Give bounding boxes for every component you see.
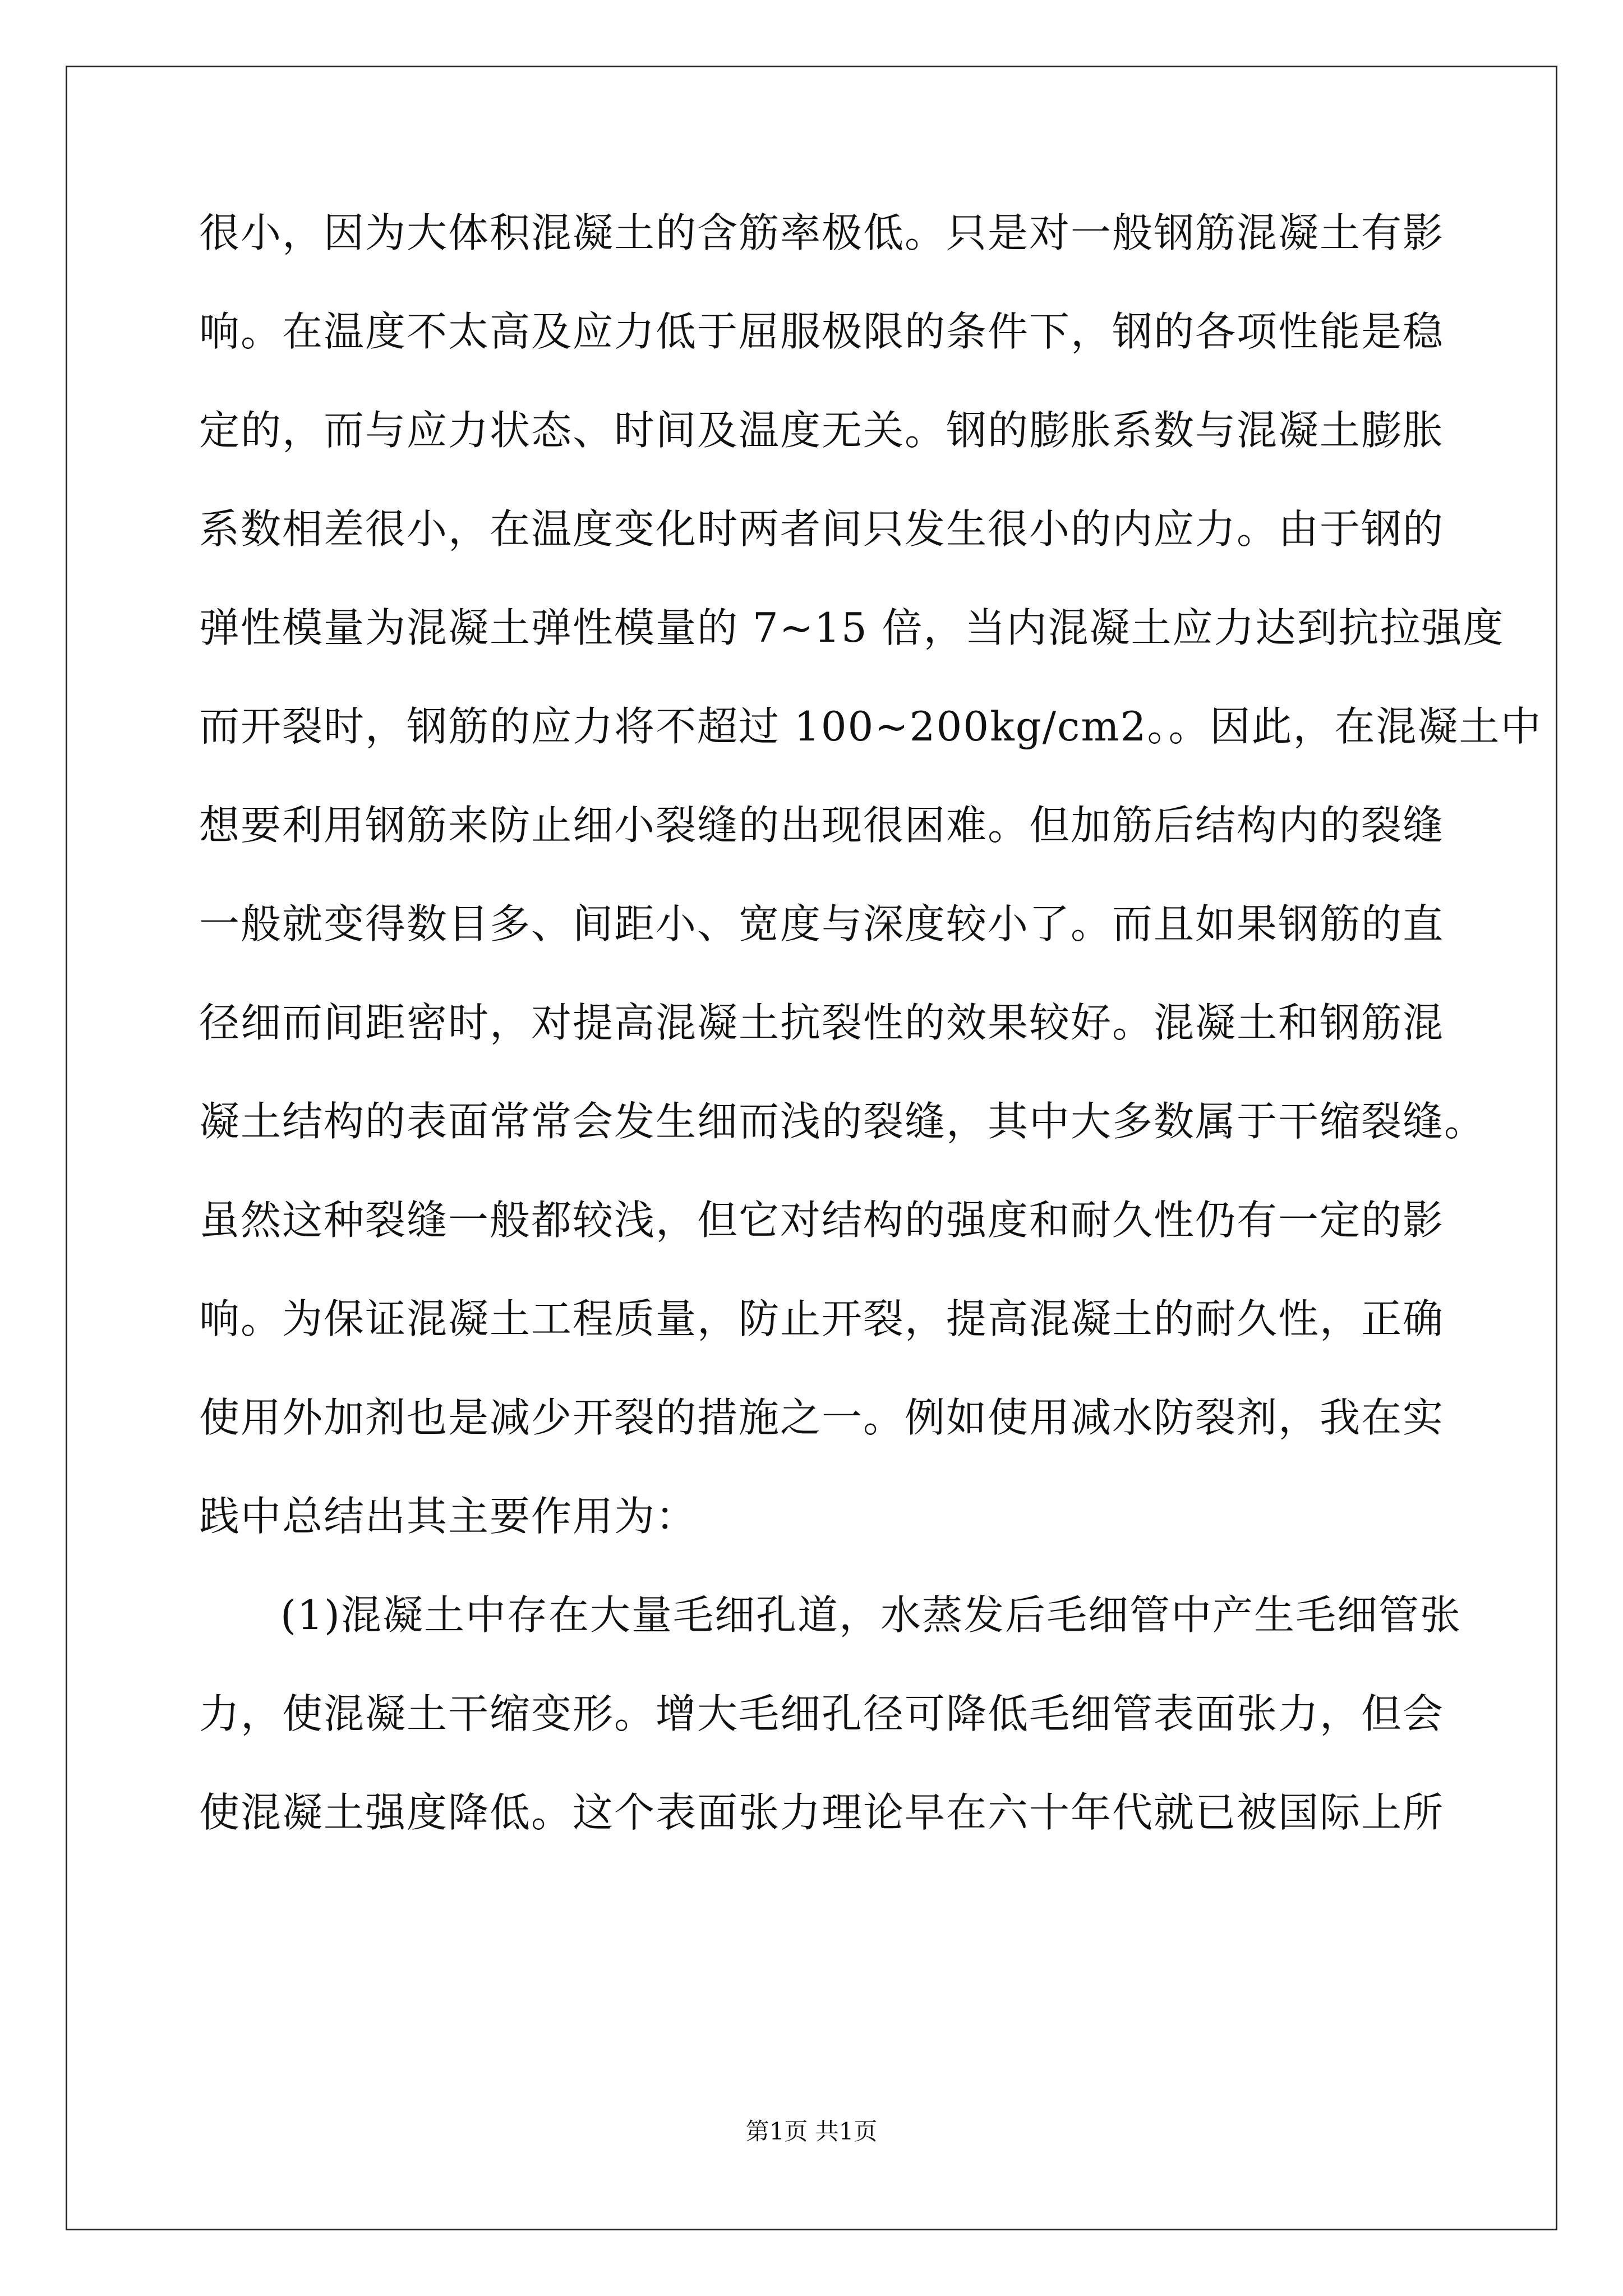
text-line: 凝土结构的表面常常会发生细而浅的裂缝，其中大多数属于干缩裂缝。	[199, 1098, 1486, 1145]
text-line: 响。在温度不太高及应力低于屈服极限的条件下，钢的各项性能是稳	[199, 308, 1445, 355]
text-line: 径细而间距密时，对提高混凝土抗裂性的效果较好。混凝土和钢筋混	[199, 999, 1445, 1046]
text-line: (1)混凝土中存在大量毛细孔道，水蒸发后毛细管中产生毛细管张	[280, 1591, 1461, 1639]
text-line: 定的，而与应力状态、时间及温度无关。钢的膨胀系数与混凝土膨胀	[199, 407, 1445, 454]
page-border	[66, 66, 1557, 2230]
text-line: 一般就变得数目多、间距小、宽度与深度较小了。而且如果钢筋的直	[199, 900, 1445, 947]
text-line: 弹性模量为混凝土弹性模量的 7~15 倍，当内混凝土应力达到抗拉强度	[199, 604, 1505, 651]
text-line: 力，使混凝土干缩变形。增大毛细孔径可降低毛细管表面张力，但会	[199, 1690, 1445, 1737]
text-line: 响。为保证混凝土工程质量，防止开裂，提高混凝土的耐久性，正确	[199, 1295, 1445, 1342]
page-footer: 第1页 共1页	[745, 2118, 878, 2145]
text-line: 使混凝土强度降低。这个表面张力理论早在六十年代就已被国际上所	[199, 1789, 1445, 1836]
text-line: 使用外加剂也是减少开裂的措施之一。例如使用减水防裂剂，我在实	[199, 1394, 1445, 1441]
text-line: 系数相差很小，在温度变化时两者间只发生很小的内应力。由于钢的	[199, 505, 1445, 553]
text-line: 践中总结出其主要作用为：	[199, 1493, 698, 1540]
text-line: 想要利用钢筋来防止细小裂缝的出现很困难。但加筋后结构内的裂缝	[199, 802, 1445, 849]
text-line: 虽然这种裂缝一般都较浅，但它对结构的强度和耐久性仍有一定的影	[199, 1197, 1445, 1244]
text-line: 很小，因为大体积混凝土的含筋率极低。只是对一般钢筋混凝土有影	[199, 209, 1445, 256]
text-line: 而开裂时，钢筋的应力将不超过 100~200kg/cm2。。因此，在混凝土中	[199, 703, 1542, 750]
